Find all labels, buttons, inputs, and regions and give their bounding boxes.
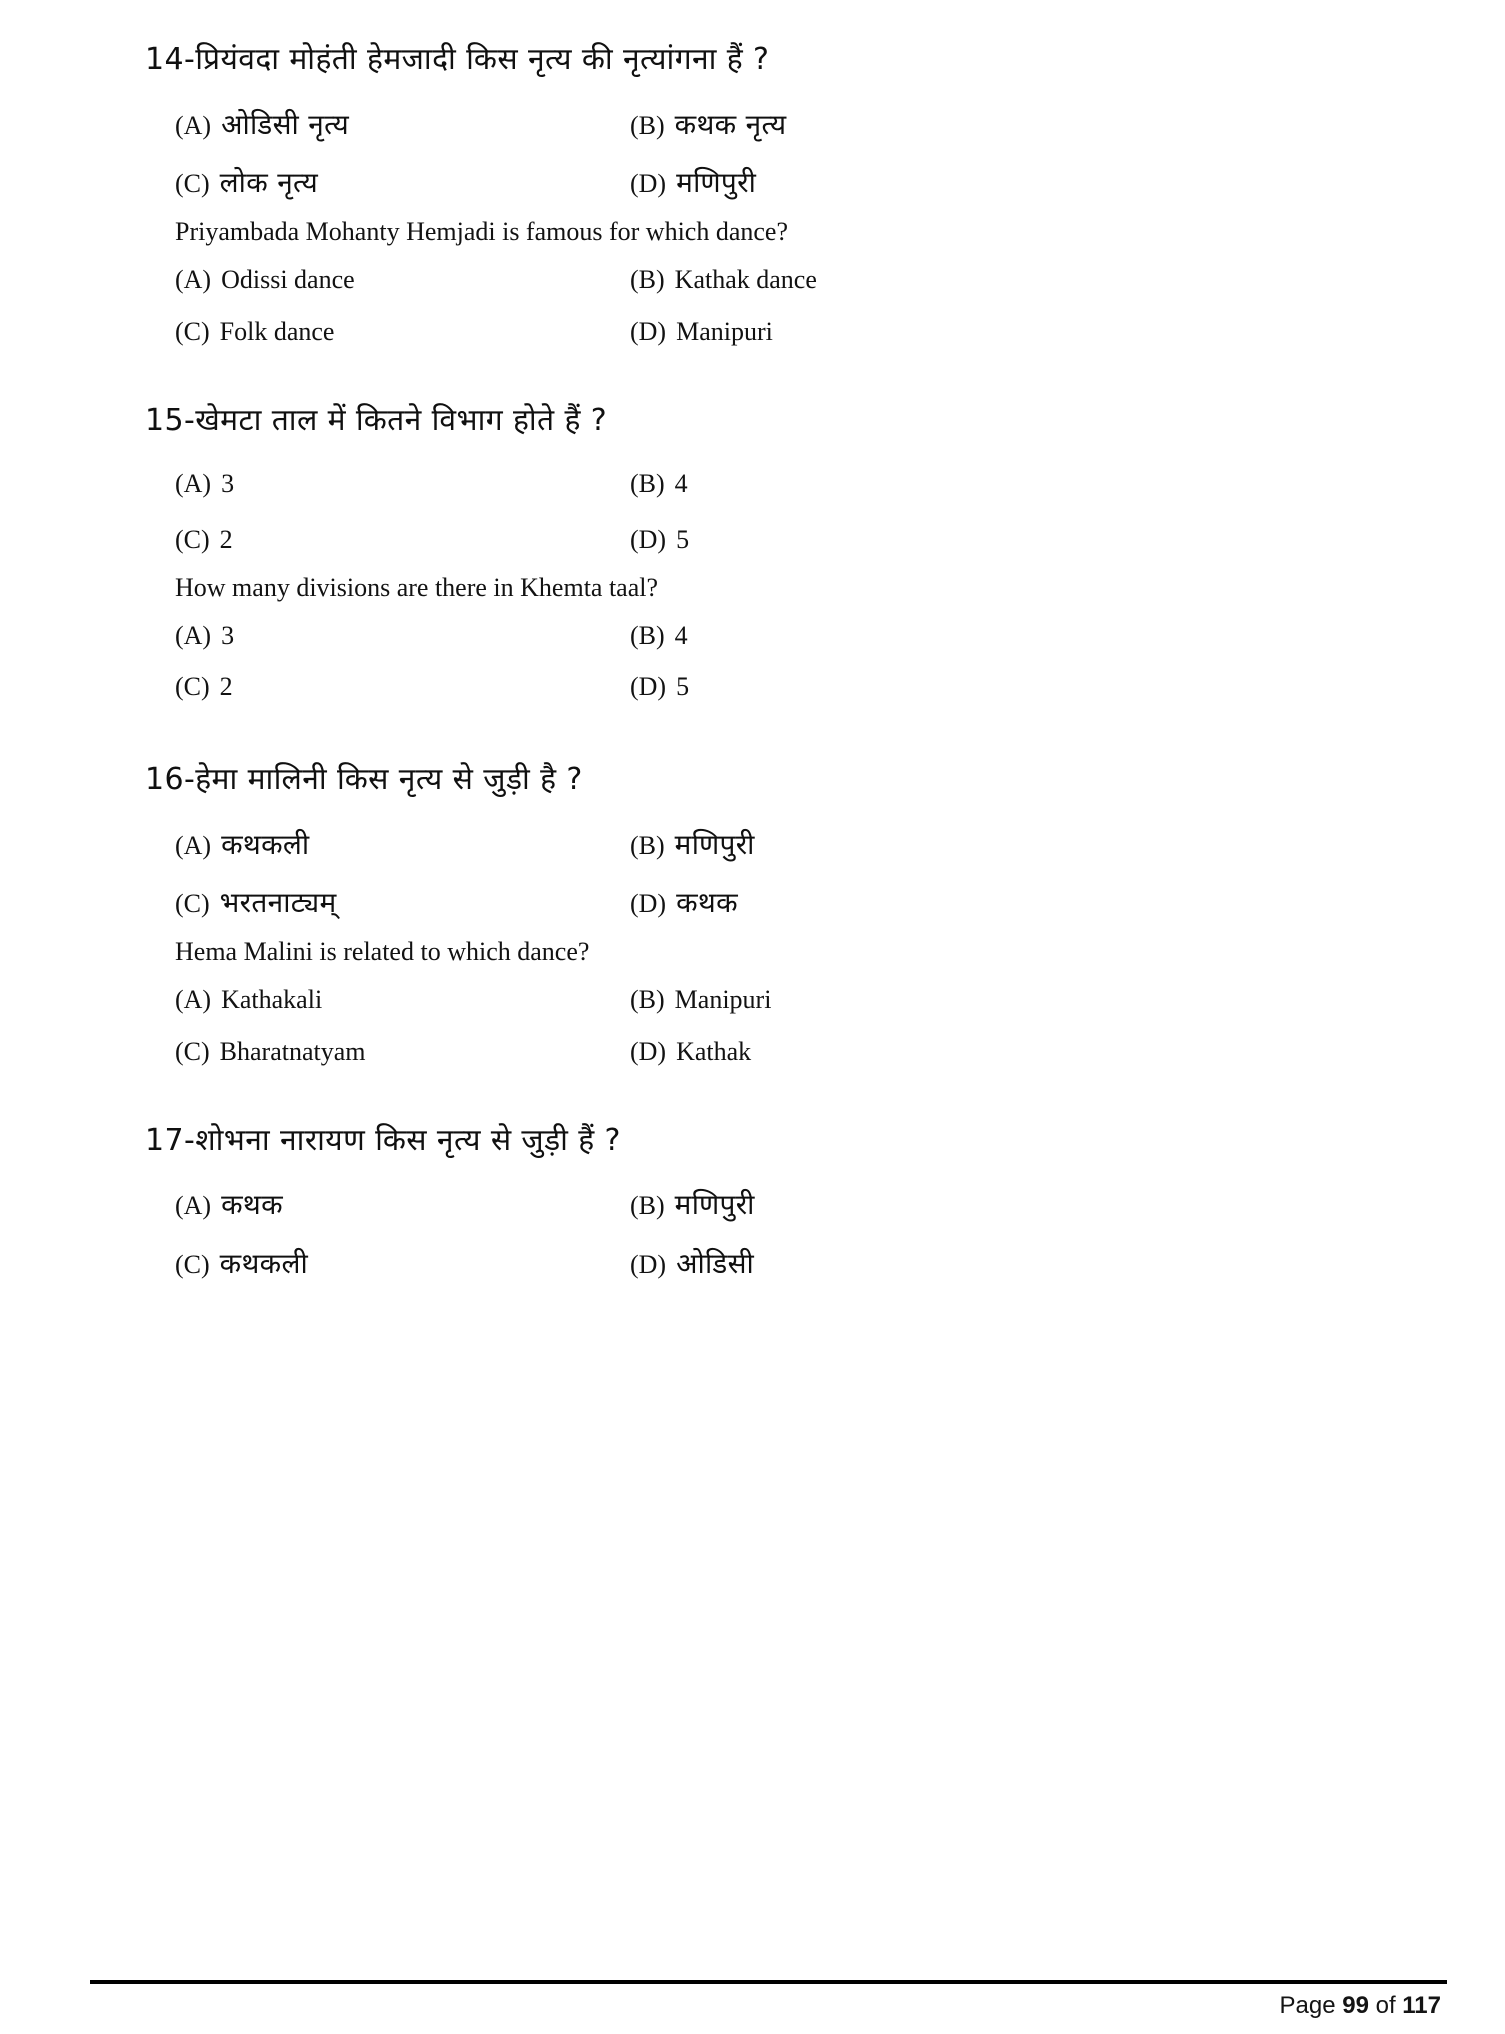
question-14-english-options-row-2 (145, 315, 1375, 349)
question-15-english-text: How many divisions are there in Khemta taal? (175, 572, 659, 602)
option-marker: (A) (175, 985, 212, 1015)
option-text: Manipuri (674, 985, 772, 1015)
question-14-option-a-hindi[interactable] (175, 107, 630, 143)
current-page-number: 99 (1342, 1992, 1369, 2019)
question-16-hindi-options-row-1 (145, 827, 1375, 863)
question-14-english-text: Priyambada Mohanty Hemjadi is famous for which dance? (175, 217, 788, 247)
option-marker: (B) (630, 469, 665, 499)
option-marker: (C) (175, 889, 210, 919)
question-16-hindi-text: 16-हेमा मालिनी किस नृत्य से जुड़ी है ? (145, 762, 583, 798)
option-marker: (C) (175, 1249, 210, 1279)
option-marker: (B) (630, 1191, 665, 1221)
option-text: 3 (221, 469, 235, 499)
option-marker: (D) (630, 1037, 667, 1067)
option-marker: (D) (630, 168, 667, 198)
option-text: Kathakali (221, 985, 323, 1015)
option-text: 4 (674, 469, 688, 499)
option-text: Manipuri (676, 316, 773, 346)
question-15-option-c-english[interactable] (175, 670, 630, 704)
question-15-option-a-hindi[interactable] (175, 467, 630, 501)
option-text: Kathak dance (674, 265, 817, 295)
option-text: 5 (676, 524, 690, 554)
option-marker: (A) (175, 1191, 212, 1221)
question-16-option-b-english[interactable] (630, 983, 1085, 1017)
option-marker: (B) (630, 110, 665, 140)
option-text: मणिपुरी (676, 165, 757, 199)
question-17-option-c-hindi[interactable] (175, 1246, 630, 1282)
question-15-option-b-english[interactable] (630, 619, 1085, 653)
question-15-option-d-english[interactable] (630, 670, 1085, 704)
option-text: Folk dance (219, 316, 335, 346)
option-text: कथकली (221, 827, 310, 861)
option-marker: (B) (630, 830, 665, 860)
option-text: Kathak (676, 1037, 752, 1067)
question-15-option-d-hindi[interactable] (630, 523, 1085, 557)
question-block-14 (145, 40, 1375, 349)
option-marker: (A) (175, 265, 212, 295)
option-text: ओडिसी (676, 1246, 755, 1280)
question-block-17 (145, 1121, 1375, 1282)
question-15-hindi-options-row-2 (145, 523, 1375, 557)
question-15-english-options-row-1 (145, 619, 1375, 653)
question-16-option-c-hindi[interactable] (175, 885, 630, 921)
option-marker: (A) (175, 110, 212, 140)
question-14-option-d-english[interactable] (630, 315, 1085, 349)
page-number-text (90, 1984, 1447, 2020)
question-14-option-c-hindi[interactable] (175, 165, 630, 201)
option-marker: (A) (175, 620, 212, 650)
option-marker: (D) (630, 889, 667, 919)
option-text: 4 (674, 620, 688, 650)
option-text: कथक (221, 1188, 283, 1222)
question-14-option-c-english[interactable] (175, 315, 630, 349)
option-text: 2 (219, 672, 233, 702)
question-14-option-b-english[interactable] (630, 263, 1085, 297)
question-15-hindi-options-row-1 (145, 467, 1375, 501)
question-16-hindi-options-row-2 (145, 885, 1375, 921)
option-text: मणिपुरी (674, 1188, 755, 1222)
option-text: Odissi dance (221, 265, 355, 295)
question-17-hindi-options-row-1 (145, 1187, 1375, 1223)
question-16-english-options-row-1 (145, 983, 1375, 1017)
option-marker: (B) (630, 620, 665, 650)
question-15-option-c-hindi[interactable] (175, 523, 630, 557)
option-marker: (C) (175, 524, 210, 554)
question-14-english-options-row-1 (145, 263, 1375, 297)
question-16-english-text: Hema Malini is related to which dance? (175, 937, 590, 967)
question-17-option-d-hindi[interactable] (630, 1246, 1085, 1282)
question-15-option-a-english[interactable] (175, 619, 630, 653)
question-14-hindi-text: 14-प्रियंवदा मोहंती हेमजादी किस नृत्य की नृत्यांगना हैं ? (145, 42, 770, 77)
question-14-option-d-hindi[interactable] (630, 165, 1085, 201)
question-17-hindi-options-row-2 (145, 1246, 1375, 1282)
question-16-option-b-hindi[interactable] (630, 827, 1085, 863)
option-marker: (D) (630, 672, 667, 702)
question-15-hindi-text: 15-खेमटा ताल में कितने विभाग होते हैं ? (145, 402, 608, 438)
question-16-option-d-english[interactable] (630, 1035, 1085, 1069)
total-page-number: 117 (1402, 1992, 1441, 2019)
option-marker: (D) (630, 524, 667, 554)
option-text: मणिपुरी (674, 827, 755, 861)
option-marker: (C) (175, 168, 210, 198)
option-text: कथक (676, 886, 738, 920)
option-marker: (A) (175, 469, 212, 499)
option-text: कथकली (219, 1246, 309, 1280)
question-17-option-b-hindi[interactable] (630, 1187, 1085, 1223)
option-text: Bharatnatyam (219, 1037, 366, 1067)
question-block-15 (145, 401, 1375, 704)
option-text: भरतनाट्यम् (219, 886, 337, 920)
question-block-16 (145, 760, 1375, 1069)
question-17-option-a-hindi[interactable] (175, 1187, 630, 1223)
option-text: 3 (221, 620, 235, 650)
question-14-option-a-english[interactable] (175, 263, 630, 297)
question-15-english-options-row-2 (145, 670, 1375, 704)
question-16-option-a-hindi[interactable] (175, 827, 630, 863)
question-14-hindi-options-row-1 (145, 107, 1375, 143)
option-marker: (D) (630, 1249, 667, 1279)
of-label: of (1375, 1992, 1396, 2019)
option-marker: (C) (175, 672, 210, 702)
questions-container (145, 40, 1375, 1296)
option-marker: (B) (630, 985, 665, 1015)
question-16-english-options-row-2 (145, 1035, 1375, 1069)
option-text: कथक नृत्य (674, 107, 787, 141)
question-16-option-a-english[interactable] (175, 983, 630, 1017)
option-text: लोक नृत्य (219, 165, 319, 199)
page-label: Page (1279, 1992, 1336, 2019)
question-16-option-d-hindi[interactable] (630, 885, 1085, 921)
option-text: 5 (676, 672, 690, 702)
page-footer (90, 1980, 1447, 2020)
option-marker: (C) (175, 316, 210, 346)
option-text: 2 (219, 524, 233, 554)
question-14-hindi-options-row-2 (145, 165, 1375, 201)
option-text: ओडिसी नृत्य (221, 107, 350, 141)
question-16-option-c-english[interactable] (175, 1035, 630, 1069)
question-14-option-b-hindi[interactable] (630, 107, 1085, 143)
option-marker: (D) (630, 316, 667, 346)
question-17-hindi-text: 17-शोभना नारायण किस नृत्य से जुड़ी हैं ? (145, 1122, 621, 1158)
option-marker: (A) (175, 830, 212, 860)
option-marker: (B) (630, 265, 665, 295)
question-15-option-b-hindi[interactable] (630, 467, 1085, 501)
option-marker: (C) (175, 1037, 210, 1067)
